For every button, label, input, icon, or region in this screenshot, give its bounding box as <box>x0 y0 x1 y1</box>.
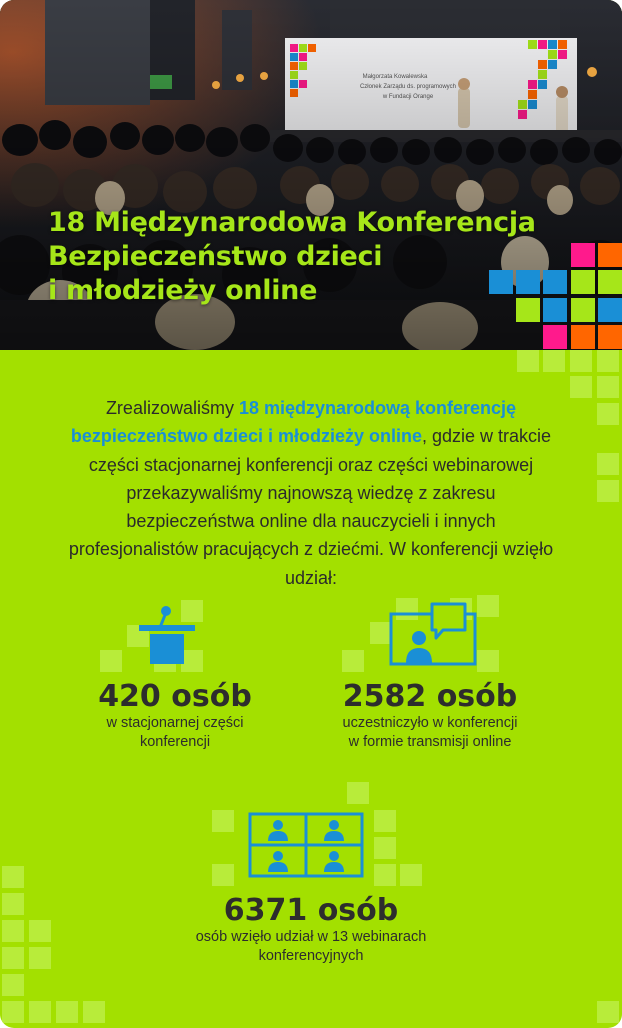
stat-onsite-desc-2: konferencji <box>139 734 211 750</box>
stat-online-number: 2582 osób <box>342 679 518 714</box>
intro-paragraph <box>60 394 562 592</box>
hero-title-line-3: i młodzieży online <box>48 275 318 306</box>
stat-webinars-number: 6371 osób <box>223 893 399 928</box>
stat-online <box>310 680 550 752</box>
stat-webinars <box>151 894 471 966</box>
stat-onsite <box>60 680 290 752</box>
intro-suffix: , gdzie w trakcie części stacjonarnej konferencji oraz części webinarowej przekazywaliśmy najnowszą wiedzę z zakresu bezpieczeństwa online dla nauczycieli i innych profesjonalistów pracujących z dziećmi. W konferencji wzięło udział: <box>68 426 554 588</box>
conference-photo <box>0 0 622 350</box>
hero-title-line-1: 18 Międzynarodowa Konferencja <box>48 207 536 238</box>
podium-icon <box>139 605 195 672</box>
video-chat-icon <box>389 602 479 673</box>
hero-title <box>48 206 568 308</box>
stat-webinars-desc-1: osób wzięło udział w 13 webinarach <box>195 929 427 945</box>
content-area <box>0 350 622 1028</box>
video-grid-icon <box>248 812 364 883</box>
hero-title-line-2: Bezpieczeństwo dzieci <box>48 241 383 272</box>
intro-prefix: Zrealizowaliśmy <box>105 398 239 418</box>
stat-online-desc-2: w formie transmisji online <box>348 734 512 750</box>
stat-online-desc-1: uczestniczyło w konferencji <box>342 715 518 731</box>
stat-onsite-number: 420 osób <box>98 679 252 714</box>
intro-highlight: 18 międzynarodową konferencję bezpieczeństwo dzieci i młodzieży online <box>70 398 517 447</box>
stat-webinars-desc-2: konferencyjnych <box>258 948 364 964</box>
stat-onsite-desc-1: w stacjonarnej części <box>106 715 244 731</box>
